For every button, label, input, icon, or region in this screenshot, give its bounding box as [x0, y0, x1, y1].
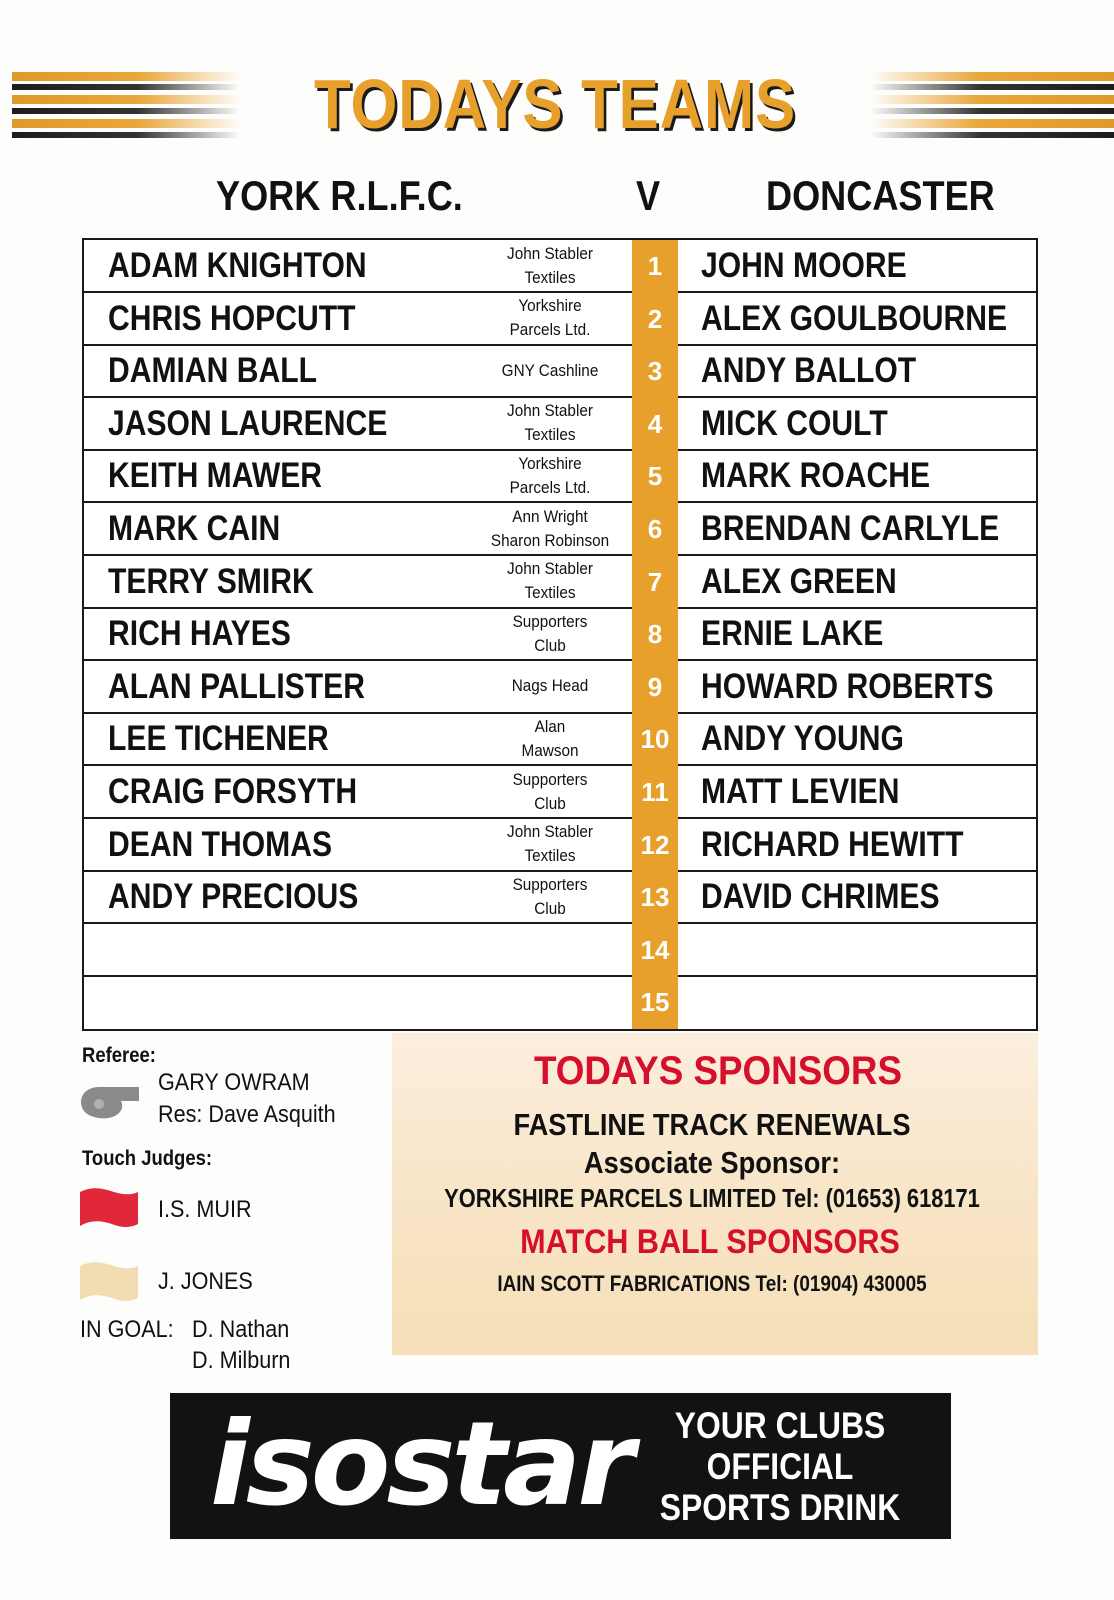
- home-player: RICH HAYES: [108, 614, 291, 654]
- main-sponsor: FASTLINE TRACK RENEWALS: [513, 1107, 911, 1142]
- sponsor-line-1: Supporters: [512, 874, 588, 894]
- table-row: [84, 345, 1036, 398]
- player-sponsor: [465, 398, 634, 449]
- away-player: MICK COULT: [701, 403, 888, 443]
- table-row: [84, 608, 1036, 661]
- advert-tagline: [651, 1405, 909, 1528]
- sponsor-line-1: John Stabler: [507, 243, 593, 263]
- in-goal-judge-2: D. Milburn: [192, 1347, 291, 1374]
- player-sponsor: [465, 293, 634, 344]
- away-player: ALEX GOULBOURNE: [701, 298, 1008, 338]
- sponsors-panel: [392, 1033, 1038, 1355]
- table-row: [84, 661, 1036, 714]
- player-sponsor: [465, 713, 634, 764]
- sponsor-line-1: John Stabler: [507, 559, 593, 579]
- home-player: MARK CAIN: [108, 509, 281, 548]
- shirt-number: 7: [632, 556, 678, 609]
- isostar-advert: [170, 1393, 951, 1539]
- sponsor-line-2: Textiles: [524, 267, 576, 287]
- in-goal-label: IN GOAL:: [80, 1316, 174, 1343]
- sponsor-line-2: Textiles: [524, 846, 576, 866]
- sponsor-line-1: Nags Head: [511, 676, 589, 696]
- shirt-number: 3: [632, 345, 678, 398]
- away-player: ERNIE LAKE: [701, 614, 884, 654]
- shirt-number: 15: [632, 976, 678, 1029]
- player-sponsor: [465, 345, 634, 396]
- isostar-logo: isostar: [210, 1397, 631, 1532]
- table-row: [84, 924, 1036, 977]
- page-title: TODAYS TEAMS: [313, 65, 796, 143]
- home-player: DAMIAN BALL: [108, 351, 318, 391]
- sponsor-line-2: Club: [534, 793, 566, 813]
- home-player: JASON LAURENCE: [108, 403, 388, 443]
- player-sponsor: [465, 819, 634, 870]
- referee-label: Referee:: [82, 1044, 156, 1067]
- home-player: CHRIS HOPCUTT: [108, 298, 356, 338]
- shirt-number: 2: [632, 293, 678, 346]
- touch-judge-2: J. JONES: [158, 1268, 253, 1295]
- player-sponsor: [465, 503, 634, 554]
- sponsor-line-2: Textiles: [524, 583, 576, 603]
- shirt-number: 11: [632, 766, 678, 819]
- table-row: [84, 871, 1036, 924]
- away-player: DAVID CHRIMES: [701, 877, 940, 917]
- player-sponsor: [465, 871, 634, 922]
- home-player: ALAN PALLISTER: [108, 666, 365, 706]
- shirt-number: 10: [632, 713, 678, 766]
- sponsor-line-2: Sharon Robinson: [490, 530, 610, 550]
- shirt-number: 5: [632, 450, 678, 503]
- referee-name: GARY OWRAM: [158, 1069, 310, 1096]
- sponsor-line-1: GNY Cashline: [501, 360, 599, 380]
- team-sheet-table: [82, 238, 1038, 1031]
- sponsor-line-1: Yorkshire: [518, 296, 582, 316]
- match-ball-heading: MATCH BALL SPONSORS: [520, 1223, 900, 1261]
- away-player: ANDY YOUNG: [701, 719, 904, 759]
- home-player: KEITH MAWER: [108, 456, 323, 496]
- shirt-number: 13: [632, 871, 678, 924]
- home-player: LEE TICHENER: [108, 719, 329, 759]
- away-team-heading: DONCASTER: [766, 172, 995, 219]
- tagline-line-1: YOUR CLUBS: [674, 1405, 886, 1446]
- sponsor-line-1: Alan: [534, 716, 566, 736]
- table-row: [84, 293, 1036, 346]
- associate-sponsor-label: Associate Sponsor:: [583, 1145, 841, 1180]
- shirt-number: 14: [632, 924, 678, 977]
- cream-flag-icon: [80, 1260, 138, 1304]
- sponsor-line-2: Club: [534, 898, 566, 918]
- home-player: DEAN THOMAS: [108, 824, 333, 864]
- home-team-heading: YORK R.L.F.C.: [216, 172, 463, 219]
- tagline-line-3: SPORTS DRINK: [659, 1487, 901, 1528]
- shirt-number: 12: [632, 819, 678, 872]
- shirt-number: 1: [632, 240, 678, 293]
- reserve-referee: Res: Dave Asquith: [158, 1101, 336, 1128]
- table-row: [84, 713, 1036, 766]
- away-player: ANDY BALLOT: [701, 351, 917, 391]
- sponsor-line-2: Textiles: [524, 425, 576, 445]
- sponsor-line-1: John Stabler: [507, 401, 593, 421]
- away-player: ALEX GREEN: [701, 561, 897, 601]
- sponsor-line-2: Mawson: [521, 740, 579, 760]
- associate-sponsor: YORKSHIRE PARCELS LIMITED Tel: (01653) 618171: [444, 1183, 980, 1213]
- sponsor-line-2: Parcels Ltd.: [509, 477, 591, 497]
- title-stripes-right: [870, 70, 1114, 146]
- player-sponsor: [465, 608, 634, 659]
- table-row: [84, 766, 1036, 819]
- home-player: TERRY SMIRK: [108, 561, 314, 601]
- red-flag-icon: [80, 1186, 138, 1230]
- table-row: [84, 556, 1036, 609]
- sponsor-line-2: Club: [534, 635, 566, 655]
- player-sponsor: [465, 766, 634, 817]
- table-row: [84, 976, 1036, 1029]
- sponsor-line-2: Parcels Ltd.: [509, 320, 591, 340]
- sponsor-line-1: John Stabler: [507, 822, 593, 842]
- tagline-line-2: OFFICIAL: [706, 1446, 854, 1487]
- player-sponsor: [465, 661, 634, 712]
- away-player: MARK ROACHE: [701, 456, 931, 496]
- table-row: [84, 398, 1036, 451]
- player-sponsor: [465, 556, 634, 607]
- player-sponsor: [465, 240, 634, 291]
- shirt-number: 8: [632, 608, 678, 661]
- sponsors-heading: TODAYS SPONSORS: [533, 1049, 903, 1093]
- shirt-number: 6: [632, 503, 678, 556]
- away-player: HOWARD ROBERTS: [701, 666, 994, 706]
- player-sponsor: [465, 976, 634, 1027]
- shirt-number: 4: [632, 398, 678, 451]
- touch-judges-label: Touch Judges:: [82, 1147, 213, 1170]
- sponsor-line-1: Supporters: [512, 769, 588, 789]
- away-player: BRENDAN CARLYLE: [701, 509, 1000, 548]
- table-row: [84, 450, 1036, 503]
- touch-judge-1: I.S. MUIR: [158, 1196, 252, 1223]
- versus-label: V: [636, 172, 661, 219]
- sponsor-line-1: Ann Wright: [512, 506, 588, 526]
- player-sponsor: [465, 450, 634, 501]
- away-player: JOHN MOORE: [701, 246, 907, 285]
- table-row: [84, 503, 1036, 556]
- title-stripes-left: [12, 70, 240, 146]
- player-sponsor: [465, 924, 634, 975]
- sponsor-line-1: Supporters: [512, 611, 588, 631]
- in-goal-judge-1: D. Nathan: [192, 1316, 290, 1343]
- match-ball-sponsor: IAIN SCOTT FABRICATIONS Tel: (01904) 430005: [497, 1271, 927, 1296]
- table-row: [84, 240, 1036, 293]
- away-player: RICHARD HEWITT: [701, 824, 964, 864]
- home-player: ADAM KNIGHTON: [108, 246, 367, 285]
- home-player: CRAIG FORSYTH: [108, 772, 358, 811]
- sponsor-line-1: Yorkshire: [518, 453, 582, 473]
- table-row: [84, 819, 1036, 872]
- away-player: MATT LEVIEN: [701, 772, 900, 811]
- home-player: ANDY PRECIOUS: [108, 877, 359, 917]
- whistle-icon: [79, 1085, 141, 1121]
- shirt-number: 9: [632, 661, 678, 714]
